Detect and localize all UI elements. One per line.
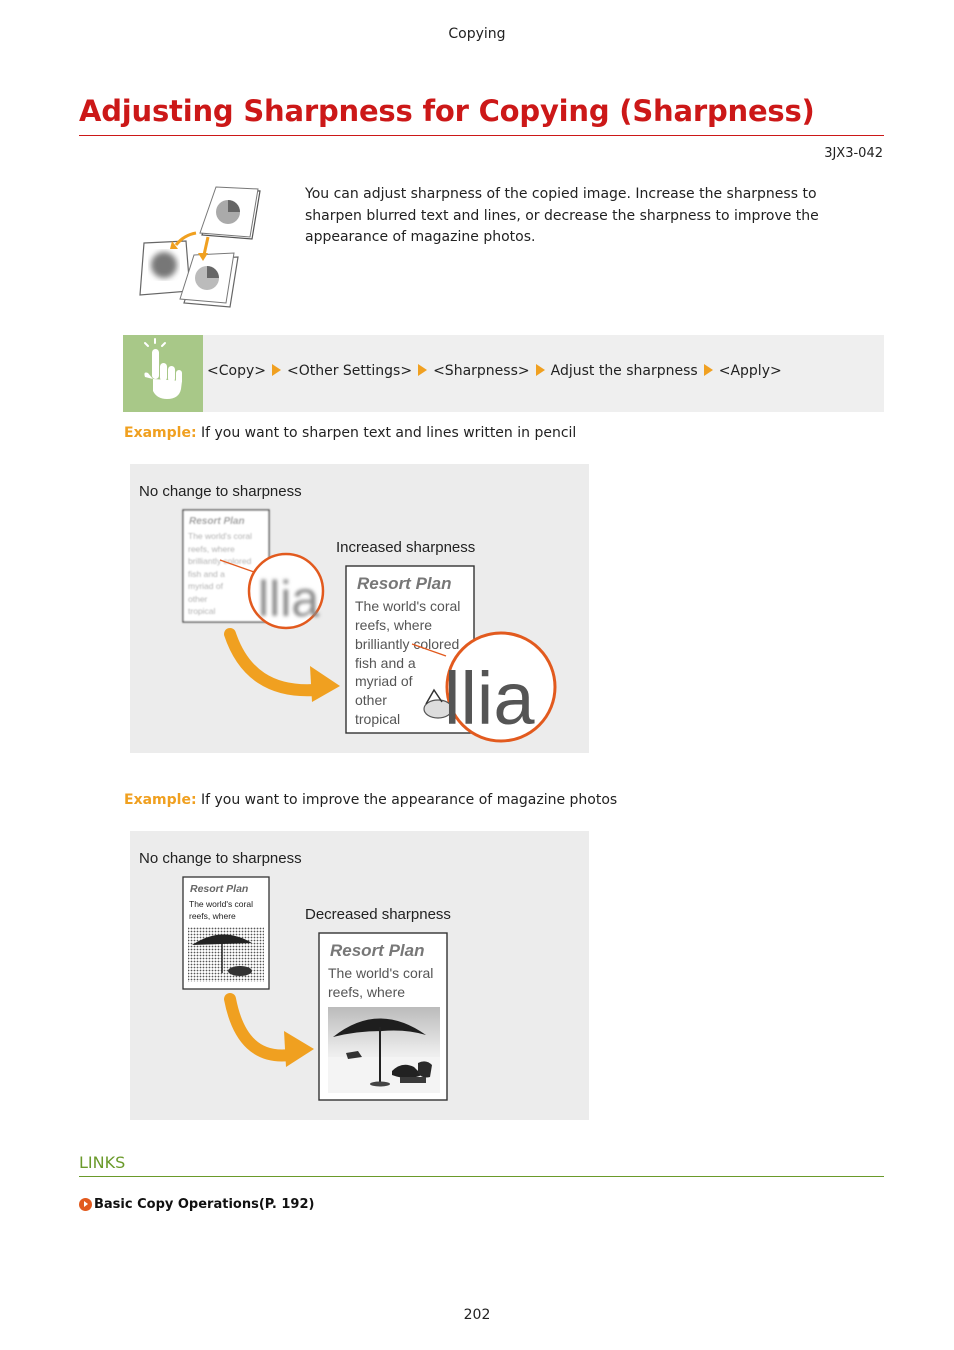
- step-other-settings: <Other Settings>: [286, 363, 413, 379]
- example-decrease: [124, 792, 617, 808]
- links-divider: [79, 1176, 884, 1177]
- step-arrow-icon: [272, 364, 281, 376]
- doc-title: Resort Plan: [357, 574, 452, 593]
- touch-hand-icon: [123, 335, 203, 412]
- doc-line: brilliantly colored: [188, 556, 252, 566]
- operation-path: [207, 363, 782, 379]
- example-label: Example:: [124, 425, 197, 441]
- intro-paragraph: You can adjust sharpness of the copied image. Increase the sharpness to sharpen blurred text and lines, or decrease the sharpness to improve the appearance of magazine photos.: [305, 186, 819, 245]
- step-arrow-icon: [536, 364, 545, 376]
- doc-line: fish and a: [355, 655, 416, 671]
- halftone-document: [183, 877, 269, 989]
- doc-line: reefs, where: [355, 617, 433, 633]
- link-bullet-icon: [79, 1198, 92, 1211]
- step-copy: <Copy>: [207, 363, 266, 379]
- zoom-text: llia: [258, 571, 320, 627]
- zoom-text: llia: [444, 657, 535, 740]
- doc-title: Resort Plan: [330, 941, 425, 960]
- doc-line: The world's coral: [355, 598, 461, 614]
- sharp-page-icon: [200, 187, 260, 239]
- sharpness-illustration: [132, 183, 267, 310]
- step-arrow-icon: [418, 364, 427, 376]
- result-page-icon: [180, 253, 238, 307]
- figure-increase-sharpness: [130, 464, 589, 753]
- doc-line: tropical: [355, 711, 401, 727]
- example-text: If you want to sharpen text and lines written in pencil: [201, 425, 577, 441]
- orange-curved-arrow-icon: [230, 999, 290, 1056]
- example-label: Example:: [124, 792, 197, 808]
- orange-curved-arrow-icon: [230, 634, 315, 690]
- smoothed-document: [319, 933, 447, 1100]
- doc-line: The world's coral: [189, 899, 253, 909]
- example-text: If you want to improve the appearance of magazine photos: [201, 792, 618, 808]
- document-id: 3JX3-042: [824, 146, 883, 161]
- doc-line: The world's coral: [188, 531, 252, 541]
- doc-line: fish and a: [188, 569, 225, 579]
- step-apply: <Apply>: [718, 363, 782, 379]
- doc-line: other: [188, 594, 208, 604]
- doc-line: reefs, where: [328, 984, 406, 1000]
- doc-title: Resort Plan: [190, 883, 249, 895]
- doc-line: brilliantly colored: [355, 636, 460, 652]
- after-label: Increased sharpness: [336, 539, 476, 556]
- link-basic-copy-operations[interactable]: [79, 1197, 314, 1212]
- after-label: Decreased sharpness: [305, 906, 451, 923]
- step-adjust: Adjust the sharpness: [550, 363, 698, 379]
- example-increase: [124, 425, 576, 441]
- doc-line: myriad of: [355, 673, 413, 689]
- doc-line: tropical: [188, 606, 216, 616]
- doc-title: Resort Plan: [189, 516, 245, 527]
- links-heading: LINKS: [79, 1153, 126, 1172]
- before-label: No change to sharpness: [139, 483, 302, 500]
- doc-line: reefs, where: [188, 544, 235, 554]
- operation-path-bar: [123, 335, 884, 412]
- title-divider: [79, 135, 884, 136]
- page-number: 202: [463, 1307, 491, 1323]
- doc-line: other: [355, 692, 387, 708]
- page-title: Adjusting Sharpness for Copying (Sharpness): [79, 94, 815, 128]
- doc-line: reefs, where: [189, 911, 236, 921]
- figure-decrease-sharpness: [130, 831, 589, 1120]
- doc-line: myriad of: [188, 581, 223, 591]
- blurred-page-icon: [140, 241, 190, 295]
- link-label: Basic Copy Operations(P. 192): [94, 1197, 315, 1212]
- before-label: No change to sharpness: [139, 850, 302, 867]
- step-sharpness: <Sharpness>: [433, 363, 530, 379]
- running-header: Copying: [448, 26, 506, 42]
- beach-photo: [328, 1007, 440, 1093]
- doc-line: The world's coral: [328, 965, 434, 981]
- step-arrow-icon: [704, 364, 713, 376]
